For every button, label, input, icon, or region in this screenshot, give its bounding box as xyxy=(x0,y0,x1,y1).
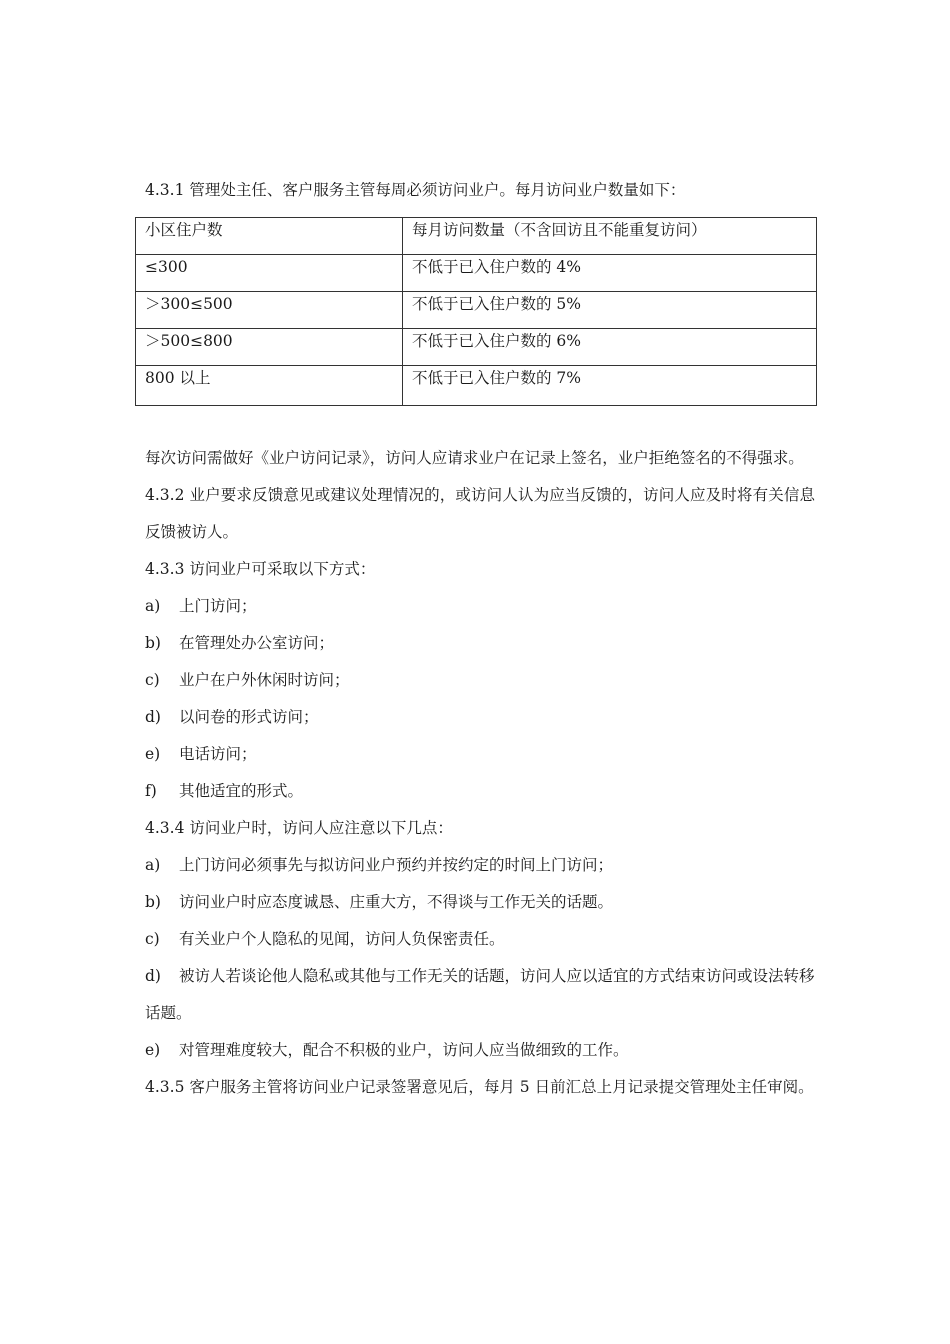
visit-record-paragraph: 每次访问需做好《业户访问记录》，访问人应请求业户在记录上签名，业户拒绝签名的不得强求。 xyxy=(145,449,804,467)
list-item xyxy=(145,625,815,662)
list-marker: d) xyxy=(145,967,161,985)
table-header-cell: 小区住户数 xyxy=(136,218,403,255)
list-item xyxy=(145,847,815,884)
table-cell: ＞500≤800 xyxy=(136,329,403,366)
list-marker: c) xyxy=(145,930,160,948)
list-item xyxy=(145,662,815,699)
list-item-text: 其他适宜的形式。 xyxy=(179,782,304,800)
list-marker: a) xyxy=(145,856,161,874)
list-item-text: 访问业户时应态度诚恳、庄重大方，不得谈与工作无关的话题。 xyxy=(179,893,614,911)
list-item xyxy=(145,884,815,921)
table-row xyxy=(136,255,817,292)
list-marker: f) xyxy=(145,782,157,800)
list-item xyxy=(145,588,815,625)
list-item-text: 以问卷的形式访问； xyxy=(179,708,319,726)
list-item-text: 有关业户个人隐私的见闻，访问人负保密责任。 xyxy=(179,930,505,948)
table-cell: 不低于已入住户数的 4% xyxy=(403,255,817,292)
list-marker: c) xyxy=(145,671,160,689)
list-item xyxy=(145,921,815,958)
document-body xyxy=(145,440,815,1106)
list-item-text: 业户在户外休闲时访问； xyxy=(179,671,350,689)
list-marker: b) xyxy=(145,634,161,652)
list-marker: b) xyxy=(145,893,161,911)
list-item xyxy=(145,773,815,810)
table-header-cell: 每月访问数量（不含回访且不能重复访问） xyxy=(403,218,817,255)
visit-quota-table xyxy=(135,217,817,406)
list-item xyxy=(145,1032,815,1069)
table-row xyxy=(136,292,817,329)
table-cell: ≤300 xyxy=(136,255,403,292)
list-item-text: 电话访问； xyxy=(179,745,257,763)
list-item-text: 上门访问； xyxy=(179,597,257,615)
list-item-text: 在管理处办公室访问； xyxy=(179,634,335,652)
list-item-text: 对管理难度较大，配合不积极的业户，访问人应当做细致的工作。 xyxy=(179,1041,629,1059)
list-item xyxy=(145,699,815,736)
section-4-3-3-heading: 4.3.3 访问业户可采取以下方式： xyxy=(145,560,376,578)
section-4-3-1-intro: 4.3.1 管理处主任、客户服务主管每周必须访问业户。每月访问业户数量如下： xyxy=(145,181,686,199)
table-cell: ＞300≤500 xyxy=(136,292,403,329)
table-cell: 不低于已入住户数的 5% xyxy=(403,292,817,329)
list-marker: e) xyxy=(145,745,161,763)
table-cell: 不低于已入住户数的 6% xyxy=(403,329,817,366)
section-4-3-4-heading: 4.3.4 访问业户时，访问人应注意以下几点： xyxy=(145,819,453,837)
table-cell: 不低于已入住户数的 7% xyxy=(403,366,817,406)
table-cell: 800 以上 xyxy=(136,366,403,406)
list-item-text: 上门访问必须事先与拟访问业户预约并按约定的时间上门访问； xyxy=(179,856,614,874)
list-marker: e) xyxy=(145,1041,161,1059)
section-4-3-5-paragraph: 4.3.5 客户服务主管将访问业户记录签署意见后，每月 5 日前汇总上月记录提交管理处主任审阅。 xyxy=(145,1078,814,1096)
table-row xyxy=(136,366,817,406)
list-item xyxy=(145,736,815,773)
section-4-3-2-paragraph: 4.3.2 业户要求反馈意见或建议处理情况的，或访问人认为应当反馈的，访问人应及时将有关信息反馈被访人。 xyxy=(145,486,815,541)
table-header-row xyxy=(136,218,817,255)
table-row xyxy=(136,329,817,366)
list-item xyxy=(145,958,815,1032)
list-item-text: 被访人若谈论他人隐私或其他与工作无关的话题，访问人应以适宜的方式结束访问或设法转移话题。 xyxy=(145,967,815,1022)
list-marker: a) xyxy=(145,597,161,615)
list-marker: d) xyxy=(145,708,161,726)
